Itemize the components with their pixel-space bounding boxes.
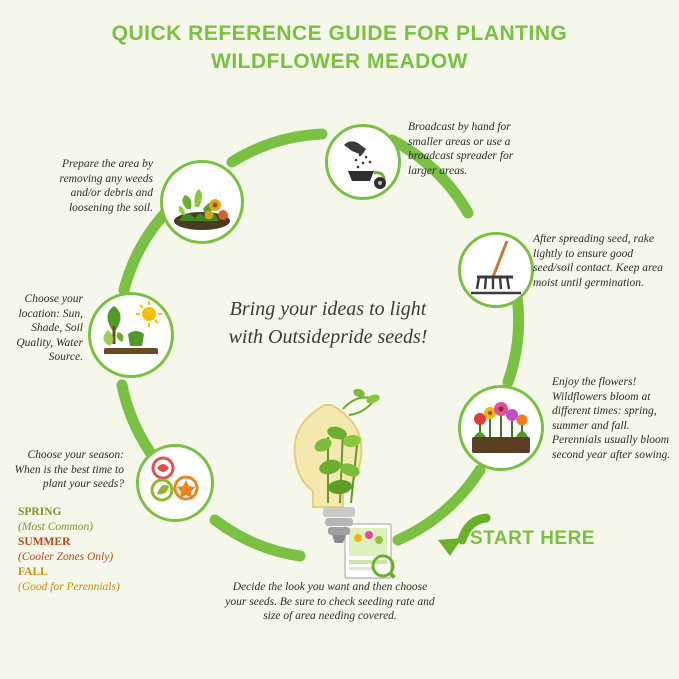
caption-choose-season: Choose your season: When is the best time to plant your seeds? (14, 449, 124, 490)
season-name-spring: SPRING (18, 506, 62, 518)
season-list (18, 505, 203, 595)
node-enjoy-flowers[interactable] (458, 385, 544, 471)
season-name-fall: FALL (18, 566, 48, 578)
season-note-fall: (Good for Perennials) (18, 581, 120, 593)
caption-broadcast-seed: Broadcast by hand for smaller areas or use a broadcast spreader for larger areas. (408, 121, 514, 177)
season-item-summer (18, 535, 203, 565)
season-name-summer: SUMMER (18, 536, 71, 548)
flower-tray-icon (462, 389, 540, 467)
soil-weeds-icon (165, 165, 239, 239)
page-title-line-2: WILDFLOWER MEADOW (211, 50, 468, 73)
sun-shade-water-icon (92, 296, 170, 374)
lightbulb-with-plants-icon (255, 375, 435, 595)
caption-prepare-area: Prepare the area by removing any weeds and/or debris and loosening the soil. (59, 158, 153, 214)
node-choose-location[interactable] (88, 292, 174, 378)
node-broadcast-seed[interactable] (325, 124, 401, 200)
slogan-line-2: with Outsidepride seeds! (228, 326, 428, 348)
season-note-summer: (Cooler Zones Only) (18, 551, 114, 563)
rake-icon (463, 237, 529, 303)
node-prepare-area[interactable] (160, 160, 244, 244)
hand-spreader-icon (330, 129, 396, 195)
caption-rake-lightly: After spreading seed, rake lightly to ensure good seed/soil contact. Keep area moist until germination. (533, 233, 663, 289)
caption-decide-look: Decide the look you want and then choose your seeds. Be sure to check seeding rate and size of area needing covered. (225, 581, 435, 622)
season-item-spring (18, 505, 203, 535)
season-item-fall (18, 565, 203, 595)
slogan-line-1: Bring your ideas to light (229, 298, 427, 320)
center-slogan (168, 295, 488, 351)
caption-choose-location: Choose your location: Sun, Shade, Soil Quality, Water Source. (16, 293, 83, 363)
start-here-label: START HERE (470, 528, 595, 549)
caption-enjoy-flowers: Enjoy the flowers! Wildflowers bloom at different times: spring, summer and fall. Perennials usually bloom second year after sowing. (552, 376, 671, 461)
page-title-line-1: QUICK REFERENCE GUIDE FOR PLANTING (111, 22, 568, 45)
season-note-spring: (Most Common) (18, 521, 94, 533)
